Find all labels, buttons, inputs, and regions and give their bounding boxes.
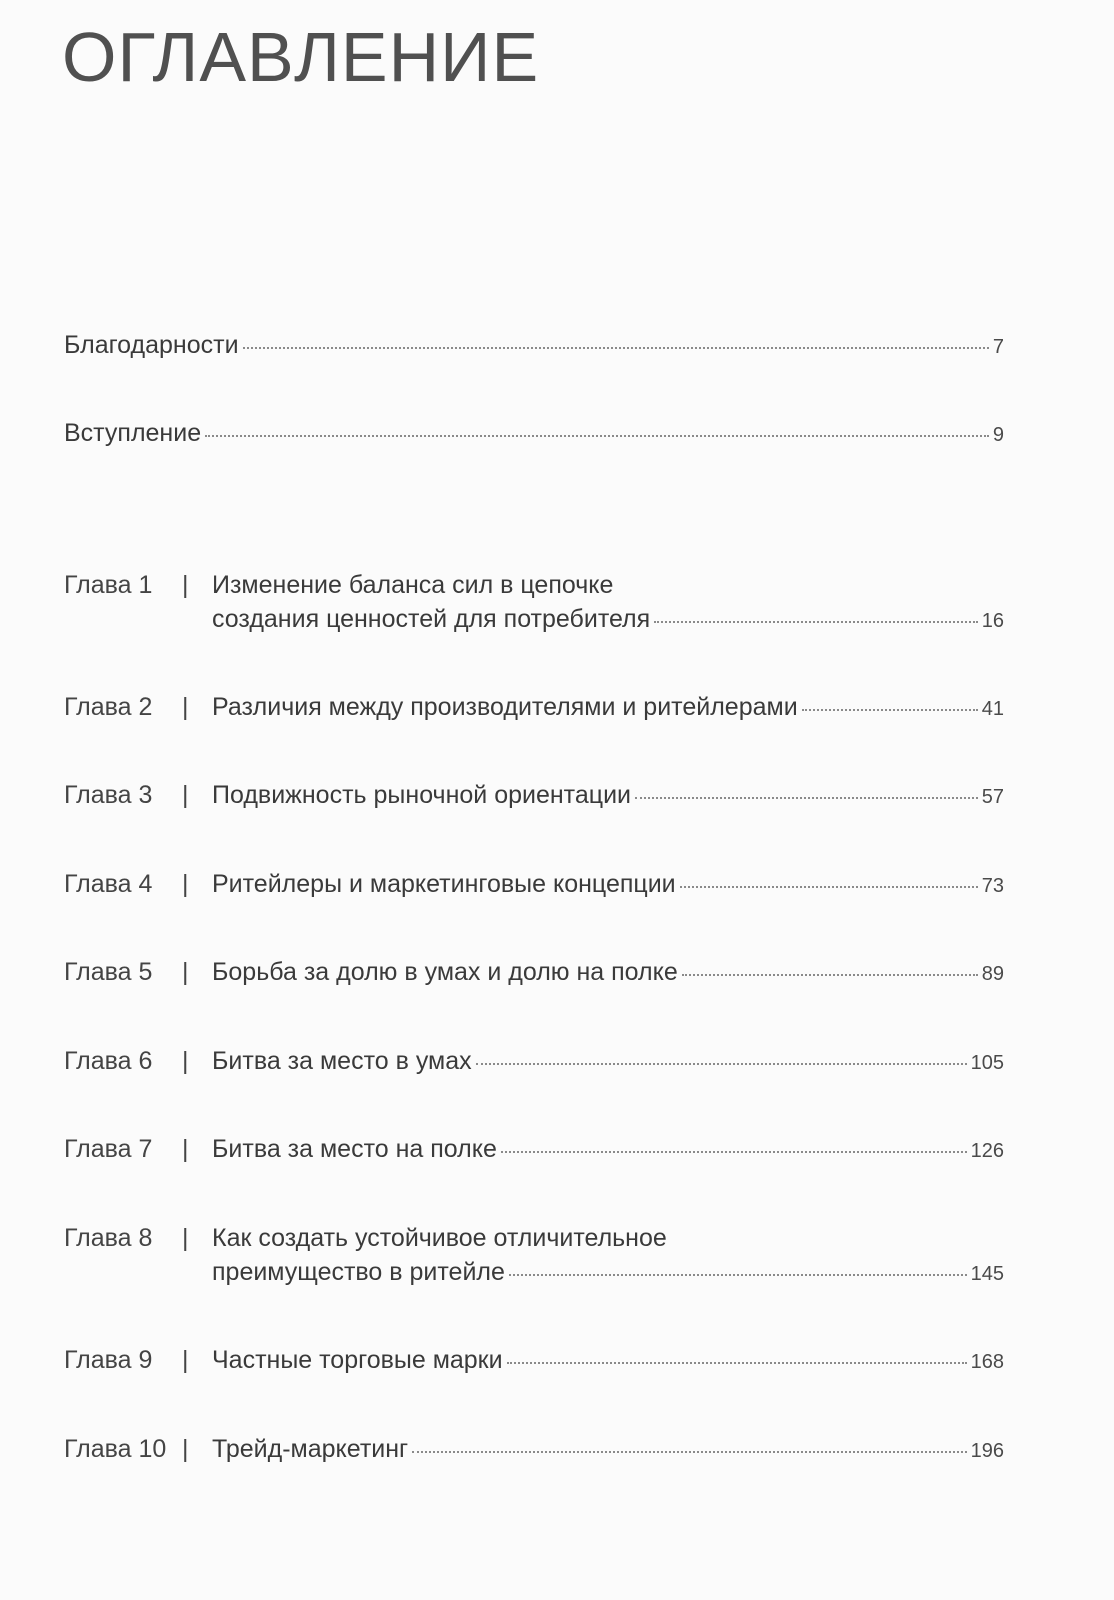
- chapter-page: 73: [981, 875, 1004, 897]
- toc-chapter-8[interactable]: [64, 1221, 1004, 1291]
- toc-entry-page: 7: [992, 336, 1004, 358]
- dot-leader: [635, 796, 978, 799]
- toc-chapter-1[interactable]: [64, 568, 1004, 638]
- chapter-number: Глава 6: [64, 1047, 153, 1075]
- chapter-title: Различия между производителями и ритейлерами: [212, 693, 798, 721]
- chapter-separator: |: [182, 693, 189, 721]
- chapter-separator: |: [182, 1346, 189, 1374]
- toc-entry-introduction[interactable]: [64, 416, 1004, 452]
- dot-leader: [509, 1273, 967, 1276]
- chapter-number: Глава 3: [64, 781, 153, 809]
- chapter-title: Битва за место в умах: [212, 1047, 472, 1075]
- dot-leader: [682, 973, 978, 976]
- chapter-title-line2: преимущество в ритейле: [212, 1258, 505, 1286]
- chapter-number: Глава 5: [64, 958, 153, 986]
- chapter-number: Глава 4: [64, 870, 153, 898]
- toc-chapter-7[interactable]: [64, 1132, 1004, 1168]
- toc-chapter-9[interactable]: [64, 1343, 1004, 1379]
- chapter-separator: |: [182, 781, 189, 809]
- chapter-title: Частные торговые марки: [212, 1346, 503, 1374]
- toc-entry-title: Благодарности: [64, 331, 239, 359]
- chapter-page: 105: [970, 1052, 1004, 1074]
- chapter-title: Трейд-маркетинг: [212, 1435, 409, 1463]
- chapter-title: Битва за место на полке: [212, 1135, 497, 1163]
- chapter-page: 168: [970, 1351, 1004, 1373]
- chapter-title: Борьба за долю в умах и долю на полке: [212, 958, 678, 986]
- toc-chapter-4[interactable]: [64, 867, 1004, 903]
- chapter-separator: |: [182, 571, 189, 599]
- chapter-separator: |: [182, 870, 189, 898]
- dot-leader: [680, 885, 978, 888]
- chapter-number: Глава 10: [64, 1435, 167, 1463]
- dot-leader: [476, 1062, 967, 1065]
- dot-leader: [507, 1361, 967, 1364]
- chapter-title-line1: Изменение баланса сил в цепочке: [212, 571, 614, 599]
- dot-leader: [802, 708, 978, 711]
- dot-leader: [501, 1150, 967, 1153]
- toc-entry-page: 9: [992, 424, 1004, 446]
- chapter-separator: |: [182, 1224, 189, 1252]
- toc-entry-title: Вступление: [64, 419, 202, 447]
- chapter-title: Ритейлеры и маркетинговые концепции: [212, 870, 676, 898]
- chapter-page: 196: [970, 1440, 1004, 1462]
- chapter-separator: |: [182, 1047, 189, 1075]
- dot-leader: [654, 620, 978, 623]
- chapter-number: Глава 2: [64, 693, 153, 721]
- chapter-separator: |: [182, 958, 189, 986]
- chapter-title-line1: Как создать устойчивое отличительное: [212, 1224, 667, 1252]
- toc-chapter-3[interactable]: [64, 778, 1004, 814]
- toc-chapter-5[interactable]: [64, 955, 1004, 991]
- chapter-page: 126: [970, 1140, 1004, 1162]
- chapter-page: 89: [981, 963, 1004, 985]
- chapter-number: Глава 1: [64, 571, 153, 599]
- chapter-title-line2: создания ценностей для потребителя: [212, 605, 651, 633]
- chapter-separator: |: [182, 1435, 189, 1463]
- toc-entry-acknowledgements[interactable]: [64, 328, 1004, 364]
- chapter-number: Глава 8: [64, 1224, 153, 1252]
- chapter-title: Подвижность рыночной ориентации: [212, 781, 631, 809]
- chapter-page: 16: [981, 610, 1004, 632]
- dot-leader: [205, 434, 989, 437]
- chapter-page: 41: [981, 698, 1004, 720]
- page-title: ОГЛАВЛЕНИЕ: [62, 18, 540, 96]
- chapter-separator: |: [182, 1135, 189, 1163]
- dot-leader: [243, 346, 989, 349]
- toc-chapter-10[interactable]: [64, 1432, 1004, 1468]
- dot-leader: [412, 1450, 966, 1453]
- chapter-page: 145: [970, 1263, 1004, 1285]
- toc-chapter-2[interactable]: [64, 690, 1004, 726]
- chapter-number: Глава 7: [64, 1135, 153, 1163]
- chapter-number: Глава 9: [64, 1346, 153, 1374]
- toc-chapter-6[interactable]: [64, 1044, 1004, 1080]
- chapter-page: 57: [981, 786, 1004, 808]
